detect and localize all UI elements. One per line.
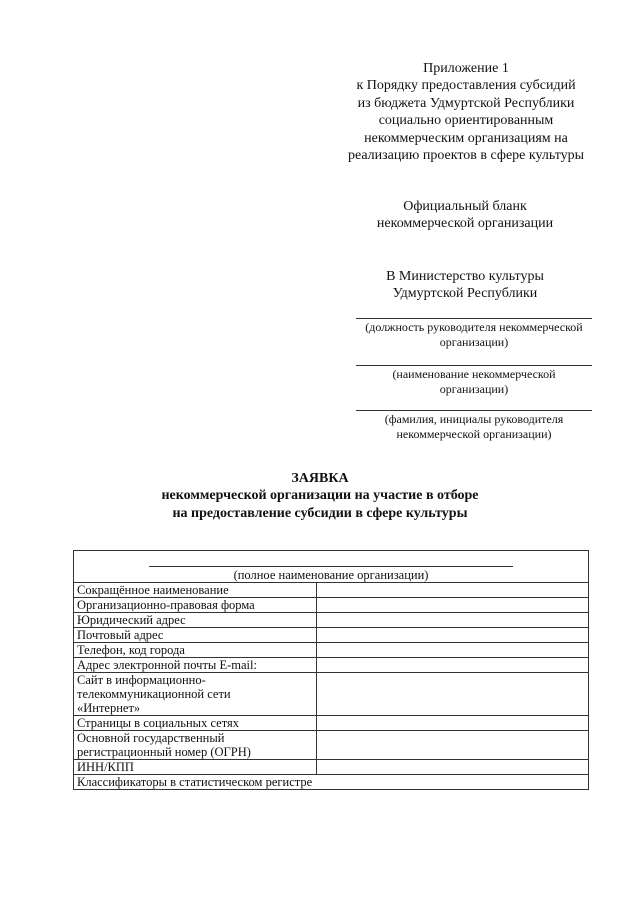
official-blank-line: некоммерческой организации	[376, 216, 554, 232]
field-caption-line: организации)	[439, 335, 509, 349]
row-value-cell[interactable]	[317, 583, 589, 598]
row-label: Телефон, код города	[74, 643, 317, 658]
field-head-position[interactable]	[352, 318, 596, 350]
row-label-line: телекоммуникационной сети	[77, 687, 231, 701]
row-value-cell[interactable]	[317, 658, 589, 673]
appendix-header	[335, 60, 597, 164]
title-line: на предоставление субсидии в сфере культуры	[172, 505, 468, 521]
field-caption-line: (наименование некоммерческой	[392, 367, 556, 381]
appendix-line: из бюджета Удмуртской Республики	[357, 95, 575, 111]
row-value-cell[interactable]	[317, 598, 589, 613]
row-value-cell[interactable]	[317, 760, 589, 775]
row-label: ИНН/КПП	[74, 760, 317, 775]
field-head-name[interactable]	[352, 410, 596, 442]
field-caption	[352, 319, 596, 350]
field-caption	[352, 411, 596, 442]
row-value-cell[interactable]	[317, 643, 589, 658]
row-label	[74, 673, 317, 716]
title-line: некоммерческой организации на участие в отборе	[161, 488, 479, 504]
full-name-caption: (полное наименование организации)	[233, 568, 429, 582]
row-label-line: Основной государственный	[77, 731, 225, 745]
table-row	[74, 643, 589, 658]
row-value-cell[interactable]	[317, 716, 589, 731]
appendix-line: реализацию проектов в сфере культуры	[347, 148, 585, 164]
document-title	[100, 470, 540, 522]
field-caption-line: некоммерческой организации)	[396, 427, 552, 441]
row-value-cell[interactable]	[317, 613, 589, 628]
official-blank-note	[330, 198, 600, 233]
appendix-line: Приложение 1	[423, 61, 509, 76]
row-label: Юридический адрес	[74, 613, 317, 628]
table-header-row	[74, 551, 589, 583]
application-form-table	[73, 550, 589, 790]
addressee-line: В Министерство культуры	[386, 269, 544, 284]
table-row	[74, 775, 589, 790]
table-row	[74, 760, 589, 775]
field-organization-name[interactable]	[352, 365, 596, 397]
row-label: Сокращённое наименование	[74, 583, 317, 598]
table-row	[74, 731, 589, 760]
field-caption-line: организации)	[439, 382, 509, 396]
row-label-line: Сайт в информационно-	[77, 673, 206, 687]
appendix-line: некоммерческим организациям на	[364, 130, 568, 146]
addressee	[330, 268, 600, 303]
table-row	[74, 716, 589, 731]
table-row	[74, 613, 589, 628]
row-value-cell[interactable]	[317, 731, 589, 760]
field-caption-line: (фамилия, инициалы руководителя	[384, 412, 564, 426]
row-label	[74, 731, 317, 760]
full-name-cell[interactable]	[74, 551, 589, 583]
row-value-cell[interactable]	[317, 628, 589, 643]
title-line: ЗАЯВКА	[291, 471, 349, 486]
table-row	[74, 598, 589, 613]
row-label-wide[interactable]: Классификаторы в статистическом регистре	[74, 775, 589, 790]
row-label: Организационно-правовая форма	[74, 598, 317, 613]
table-row	[74, 658, 589, 673]
row-label: Адрес электронной почты E-mail:	[74, 658, 317, 673]
table-row	[74, 583, 589, 598]
appendix-line: социально ориентированным	[378, 113, 554, 129]
row-value-cell[interactable]	[317, 673, 589, 716]
row-label: Почтовый адрес	[74, 628, 317, 643]
appendix-line: к Порядку предоставления субсидий	[356, 78, 576, 94]
field-caption-line: (должность руководителя некоммерческой	[365, 320, 583, 334]
official-blank-line: Официальный бланк	[403, 199, 527, 214]
field-caption	[352, 366, 596, 397]
table-row	[74, 628, 589, 643]
table-row	[74, 673, 589, 716]
row-label: Страницы в социальных сетях	[74, 716, 317, 731]
row-label-line: «Интернет»	[77, 701, 141, 715]
row-label-line: регистрационный номер (ОГРН)	[77, 745, 251, 759]
addressee-line: Удмуртской Республики	[392, 286, 538, 302]
